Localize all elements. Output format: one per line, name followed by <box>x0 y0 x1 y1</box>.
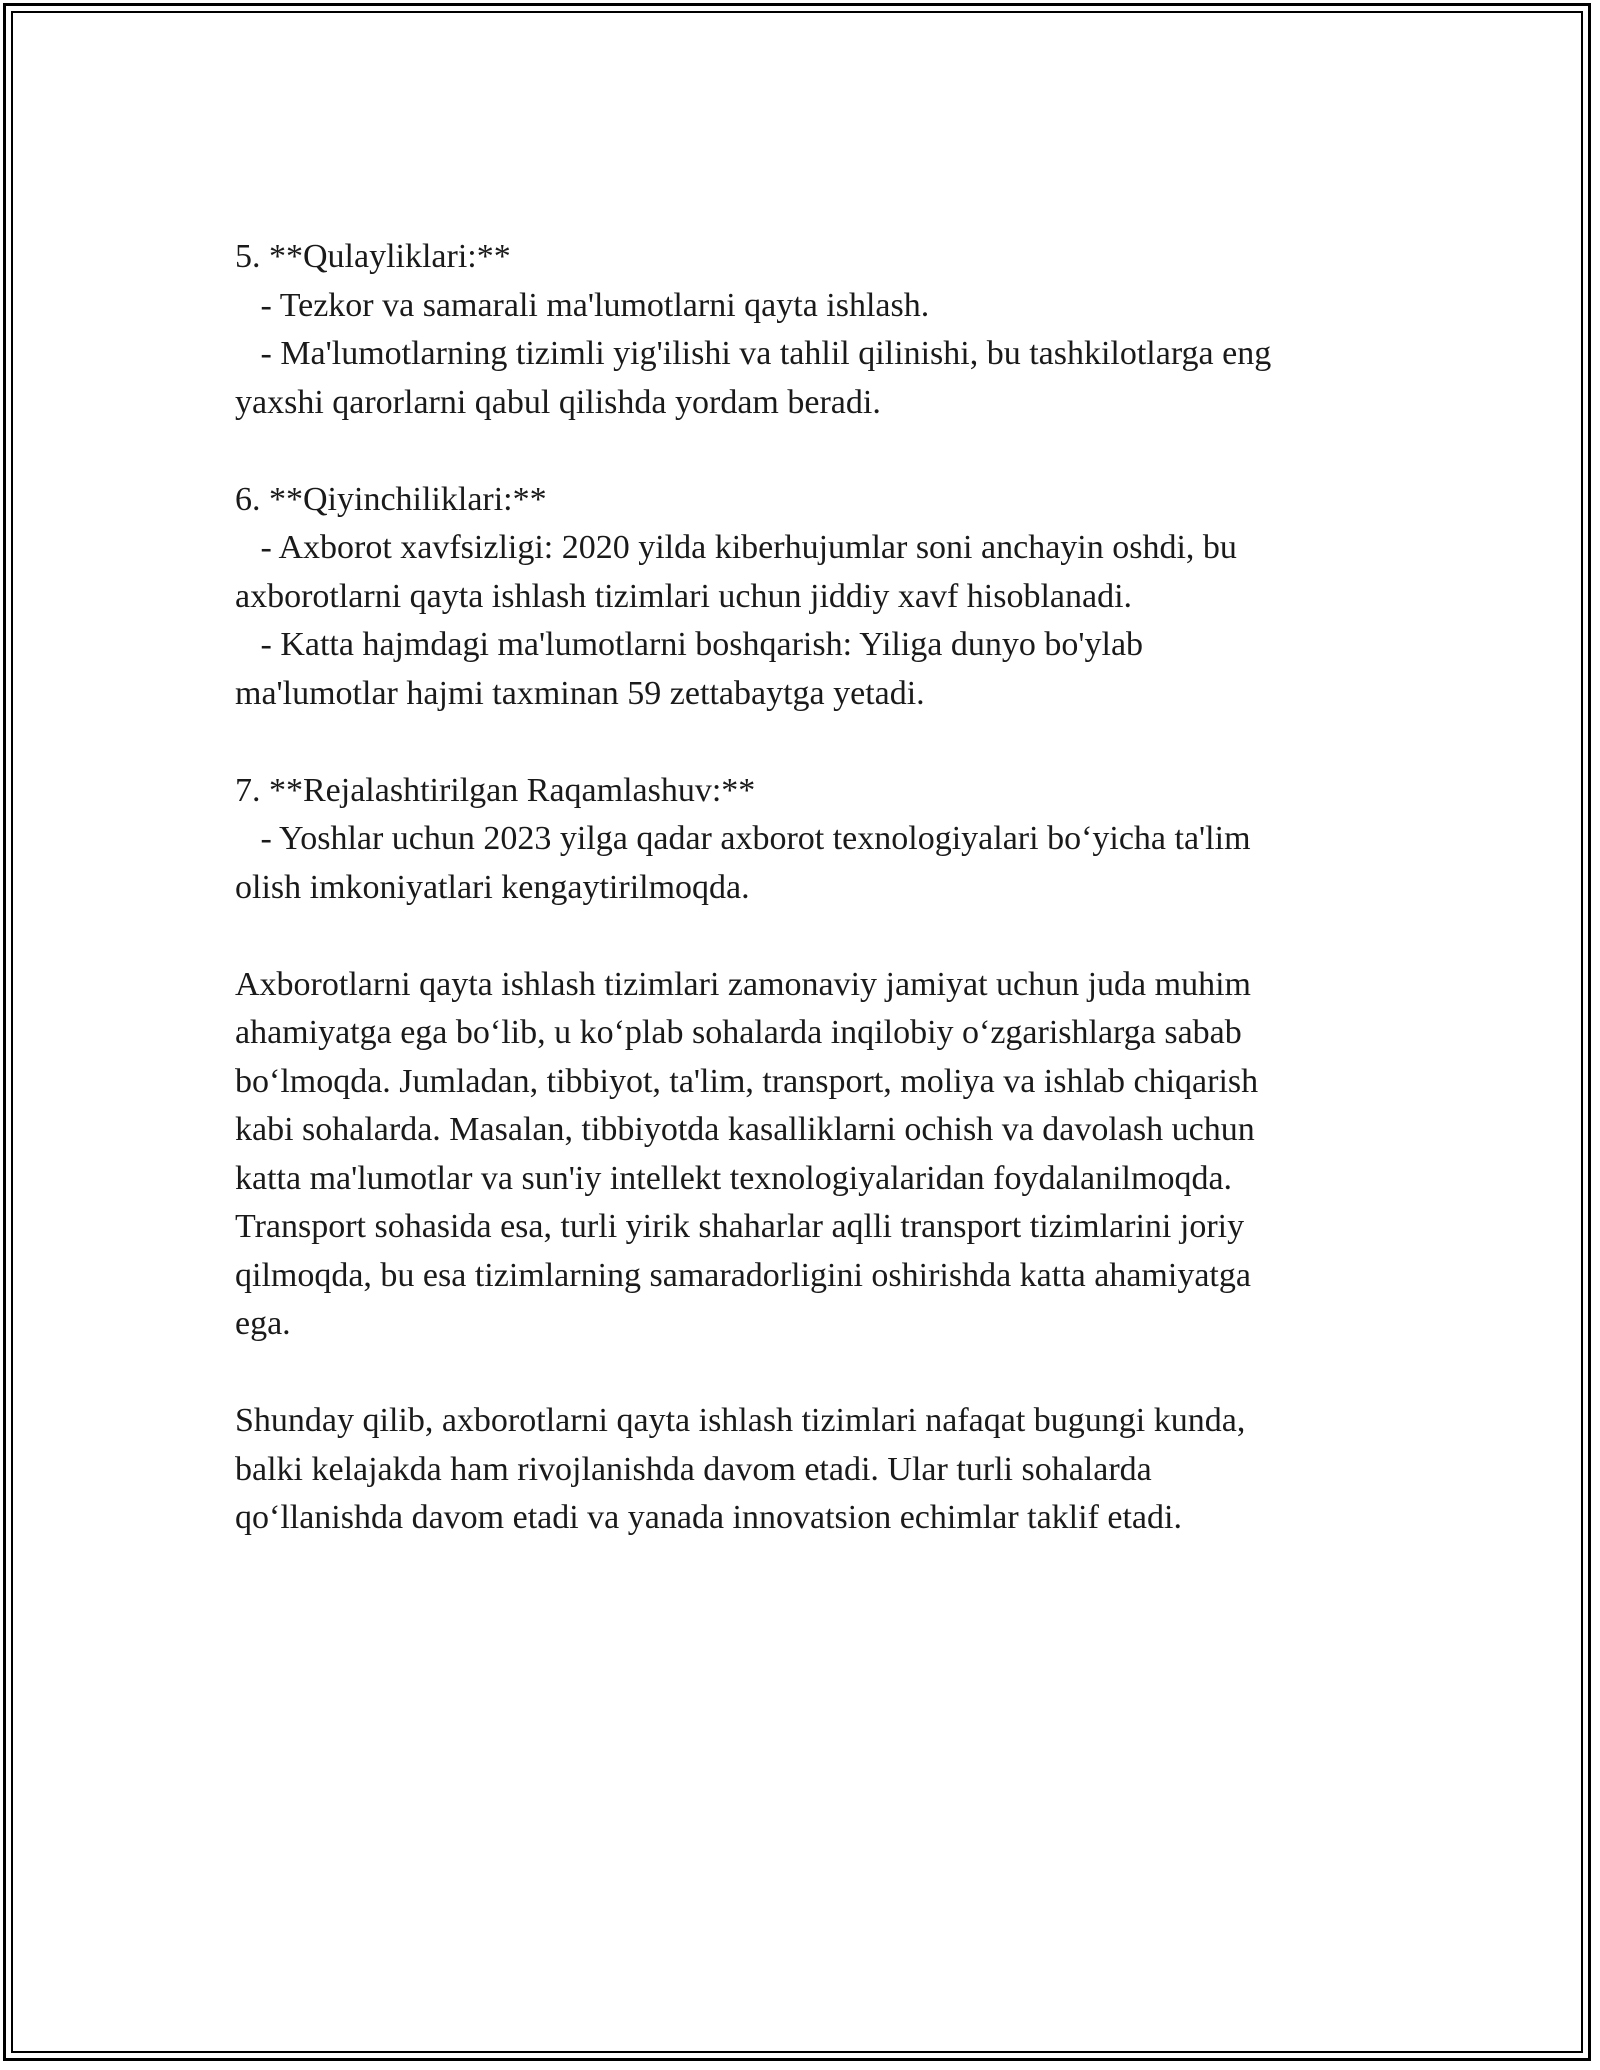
section-line: olish imkoniyatlari kengaytirilmoqda. <box>235 868 750 906</box>
section-line: - Axborot xavfsizligi: 2020 yilda kiberhujumlar soni anchayin oshdi, bu <box>235 529 1237 566</box>
paragraph-line: kabi sohalarda. Masalan, tibbiyotda kasalliklarni ochish va davolash uchun <box>235 1111 1255 1148</box>
paragraph-line: bo‘lmoqda. Jumladan, tibbiyot, ta'lim, transport, moliya va ishlab chiqarish <box>235 1062 1259 1100</box>
paragraph-line: Shunday qilib, axborotlarni qayta ishlash tizimlari nafaqat bugungi kunda, <box>235 1402 1246 1439</box>
section-qulayliklari <box>235 233 1365 427</box>
paragraph-line: ahamiyatga ega bo‘lib, u ko‘plab sohalarda inqilobiy o‘zgarishlarga sabab <box>235 1014 1242 1051</box>
section-line: yaxshi qarorlarni qabul qilishda yordam beradi. <box>235 383 881 421</box>
section-heading: 6. **Qiyinchiliklari:** <box>235 480 547 518</box>
document-body <box>235 233 1365 1591</box>
section-qiyinchiliklari <box>235 476 1365 719</box>
section-line: - Yoshlar uchun 2023 yilga qadar axborot texnologiyalari bo‘yicha ta'lim <box>235 820 1251 857</box>
paragraph-line: qo‘llanishda davom etadi va yanada innovatsion echimlar taklif etadi. <box>235 1499 1182 1536</box>
section-line: - Ma'lumotlarning tizimli yig'ilishi va tahlil qilinishi, bu tashkilotlarga eng <box>235 335 1272 372</box>
paragraph-line: ega. <box>235 1305 291 1342</box>
paragraph-line: qilmoqda, bu esa tizimlarning samaradorligini oshirishda katta ahamiyatga <box>235 1256 1251 1294</box>
section-line: ma'lumotlar hajmi taxminan 59 zettabaytga yetadi. <box>235 674 925 712</box>
section-heading: 7. **Rejalashtirilgan Raqamlashuv:** <box>235 771 756 809</box>
paragraph-line: katta ma'lumotlar va sun'iy intellekt texnologiyalaridan foydalanilmoqda. <box>235 1159 1233 1197</box>
paragraph-importance <box>235 961 1365 1349</box>
paragraph-line: Axborotlarni qayta ishlash tizimlari zamonaviy jamiyat uchun juda muhim <box>235 965 1251 1003</box>
section-heading: 5. **Qulayliklari:** <box>235 238 511 275</box>
section-raqamlashuv <box>235 767 1365 913</box>
paragraph-conclusion <box>235 1397 1365 1543</box>
section-line: axborotlarni qayta ishlash tizimlari uchun jiddiy xavf hisoblanadi. <box>235 577 1133 615</box>
paragraph-line: balki kelajakda ham rivojlanishda davom etadi. Ular turli sohalarda <box>235 1450 1152 1488</box>
paragraph-line: Transport sohasida esa, turli yirik shaharlar aqlli transport tizimlarini joriy <box>235 1208 1245 1245</box>
section-line: - Katta hajmdagi ma'lumotlarni boshqarish: Yiliga dunyo bo'ylab <box>235 626 1144 663</box>
section-line: - Tezkor va samarali ma'lumotlarni qayta ishlash. <box>235 286 930 324</box>
